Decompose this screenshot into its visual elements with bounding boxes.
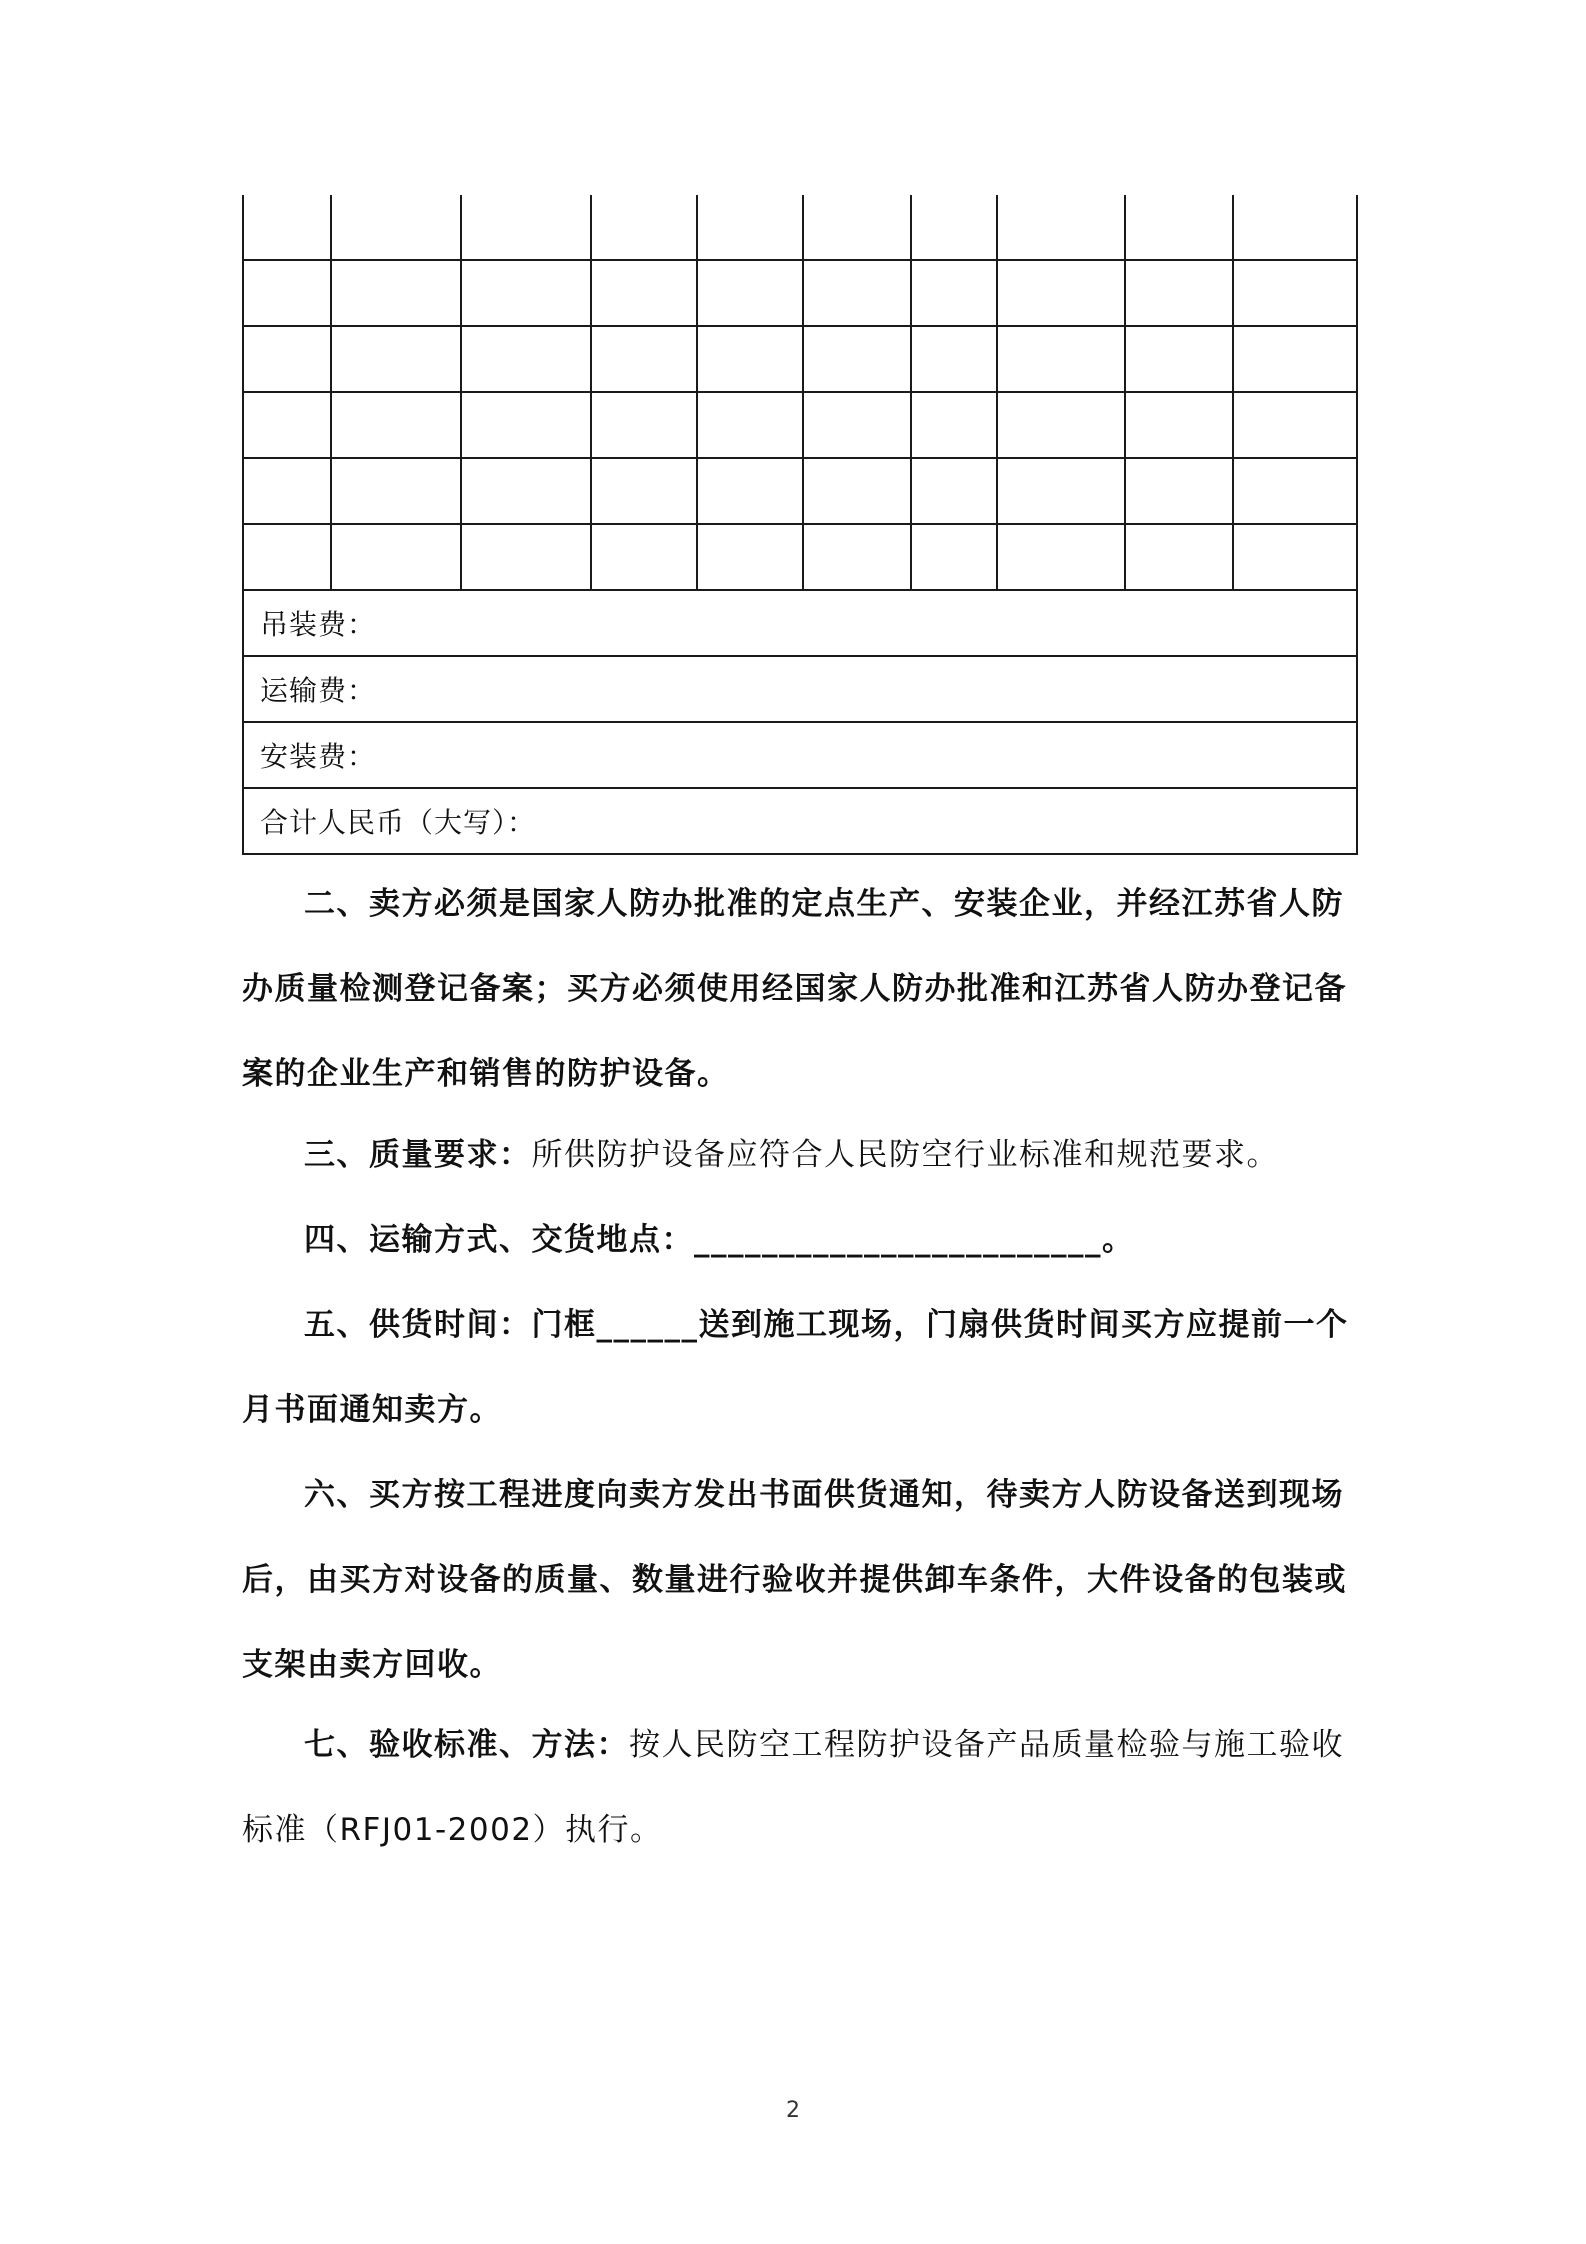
fee-label-installation: 安装费： — [243, 722, 1357, 788]
table-cell — [1233, 326, 1357, 392]
table-cell — [911, 260, 997, 326]
table-cell — [331, 392, 461, 458]
table-cell — [461, 260, 591, 326]
table-cell — [1233, 195, 1357, 260]
clause-4-body: ________________________。 — [694, 1222, 1135, 1258]
table-cell — [591, 260, 697, 326]
table-cell — [1125, 326, 1233, 392]
table-row — [243, 392, 1357, 458]
table-cell — [243, 195, 331, 260]
table-cell — [461, 195, 591, 260]
table-cell — [803, 524, 911, 590]
table-cell — [591, 524, 697, 590]
table-cell — [911, 195, 997, 260]
clause-7 — [242, 1703, 1356, 1873]
table-cell — [1125, 195, 1233, 260]
clause-6-text: 六、买方按工程进度向卖方发出书面供货通知，待卖方人防设备送到现场后，由买方对设备的质量、数量进行验收并提供卸车条件，大件设备的包装或支架由卖方回收。 — [242, 1477, 1347, 1683]
table-cell — [1233, 524, 1357, 590]
table-cell — [1125, 392, 1233, 458]
table-cell — [331, 458, 461, 524]
page-number: 2 — [786, 2098, 800, 2123]
table-cell — [1125, 458, 1233, 524]
table-cell — [331, 260, 461, 326]
table-cell — [1125, 524, 1233, 590]
table-cell — [331, 524, 461, 590]
table-cell — [911, 326, 997, 392]
table-cell — [997, 458, 1125, 524]
table-cell — [803, 458, 911, 524]
table-cell — [997, 326, 1125, 392]
table-cell — [803, 260, 911, 326]
table-cell — [243, 524, 331, 590]
table-cell — [803, 326, 911, 392]
clause-4 — [242, 1198, 1356, 1283]
table-cell — [803, 195, 911, 260]
table-cell — [997, 392, 1125, 458]
table-cell — [697, 458, 803, 524]
table-cell — [461, 524, 591, 590]
table-cell — [911, 524, 997, 590]
table-cell — [697, 392, 803, 458]
table-cell — [997, 260, 1125, 326]
table-row — [243, 260, 1357, 326]
table-cell — [331, 195, 461, 260]
clause-5 — [242, 1283, 1356, 1453]
clause-4-heading: 四、运输方式、交货地点： — [304, 1222, 694, 1258]
table-cell — [1233, 458, 1357, 524]
clause-5-body: 门框______送到施工现场，门扇供货时间买方应提前一个月书面通知卖方。 — [242, 1307, 1349, 1428]
fee-label-hoisting: 吊装费： — [243, 590, 1357, 656]
table-cell — [591, 392, 697, 458]
table-cell — [803, 392, 911, 458]
quote-table-body — [243, 195, 1357, 854]
table-cell — [243, 260, 331, 326]
table-cell — [911, 392, 997, 458]
table-cell — [1125, 260, 1233, 326]
fee-row-total — [243, 788, 1357, 854]
clause-7-heading: 七、验收标准、方法： — [304, 1727, 629, 1763]
table-row — [243, 524, 1357, 590]
table-row — [243, 458, 1357, 524]
clause-7-body: 按人民防空工程防护设备产品质量检验与施工验收标准（RFJ01-2002）执行。 — [242, 1727, 1344, 1848]
clause-5-heading: 五、供货时间： — [304, 1307, 532, 1343]
quote-table — [242, 195, 1358, 855]
table-cell — [461, 326, 591, 392]
fee-label-total: 合计人民币（大写）： — [243, 788, 1357, 854]
table-cell — [461, 458, 591, 524]
table-cell — [697, 524, 803, 590]
table-cell — [461, 392, 591, 458]
clause-3-body: 所供防护设备应符合人民防空行业标准和规范要求。 — [531, 1137, 1279, 1173]
table-cell — [243, 392, 331, 458]
table-cell — [697, 260, 803, 326]
table-row — [243, 195, 1357, 260]
clause-3-heading: 三、质量要求： — [304, 1137, 532, 1173]
table-cell — [591, 326, 697, 392]
table-cell — [697, 195, 803, 260]
table-cell — [697, 326, 803, 392]
table-cell — [911, 458, 997, 524]
table-cell — [1233, 392, 1357, 458]
table-cell — [591, 458, 697, 524]
table-cell — [591, 195, 697, 260]
table-cell — [997, 195, 1125, 260]
clause-6 — [242, 1453, 1356, 1708]
table-cell — [997, 524, 1125, 590]
clause-2 — [242, 862, 1356, 1117]
clause-3 — [242, 1113, 1356, 1198]
fee-row-installation — [243, 722, 1357, 788]
table-cell — [1233, 260, 1357, 326]
table-cell — [331, 326, 461, 392]
table-cell — [243, 458, 331, 524]
table-cell — [243, 326, 331, 392]
table-row — [243, 326, 1357, 392]
fee-label-transport: 运输费： — [243, 656, 1357, 722]
clause-2-text: 二、卖方必须是国家人防办批准的定点生产、安装企业，并经江苏省人防办质量检测登记备案；买方必须使用经国家人防办批准和江苏省人防办登记备案的企业生产和销售的防护设备。 — [242, 886, 1347, 1092]
fee-row-transport — [243, 656, 1357, 722]
fee-row-hoisting — [243, 590, 1357, 656]
